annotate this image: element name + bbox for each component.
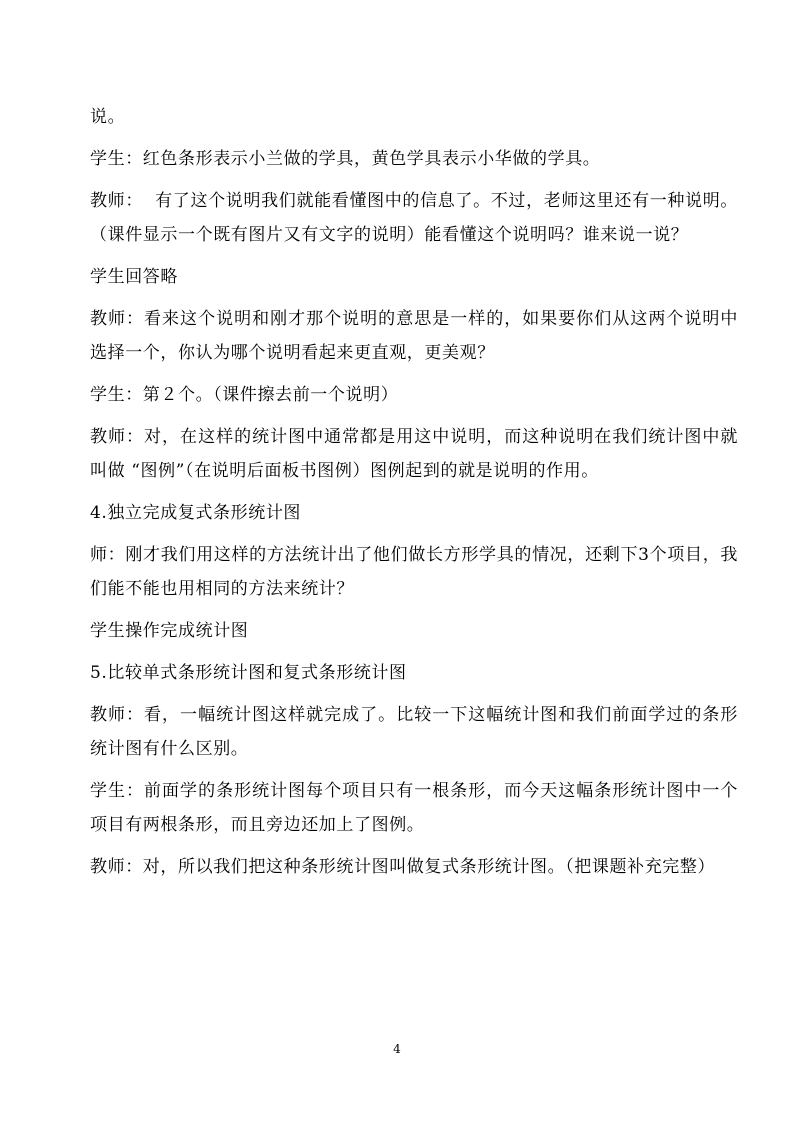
paragraph-14: 教师：对，所以我们把这种条形统计图叫做复式条形统计图。（把课题补充完整） [90, 857, 716, 877]
document-body [90, 100, 738, 884]
paragraph-12: 教师：看，一幅统计图这样就完成了。比较一下这幅统计图和我们前面学过的条形统计图有什么区别。 [90, 705, 738, 759]
paragraph-10: 学生操作完成统计图 [90, 621, 249, 641]
section-heading-5: 5.比较单式条形统计图和复式条形统计图 [90, 663, 407, 683]
paragraph-4: 学生回答略 [90, 267, 178, 287]
paragraph-5: 教师：看来这个说明和刚才那个说明的意思是一样的，如果要你们从这两个说明中选择一个，你认为哪个说明看起来更直观，更美观？ [90, 309, 738, 363]
paragraph-7: 教师：对，在这样的统计图中通常都是用这中说明，而这种说明在我们统计图中就叫做 “图例”（在说明后面板书图例）图例起到的就是说明的作用。 [90, 427, 738, 481]
section-heading-4: 4.独立完成复式条形统计图 [90, 503, 302, 523]
paragraph-1: 说。 [90, 107, 126, 127]
paragraph-13: 学生：前面学的条形统计图每个项目只有一根条形，而今天这幅条形统计图中一个项目有两根条形，而且旁边还加上了图例。 [90, 781, 738, 835]
paragraph-2: 学生：红色条形表示小兰做的学具，黄色学具表示小华做的学具。 [90, 149, 601, 169]
paragraph-3: 教师： 有了这个说明我们就能看懂图中的信息了。不过，老师这里还有一种说明。（课件显示一个既有图片又有文字的说明）能看懂这个说明吗？谁来说一说？ [90, 191, 738, 245]
page-number: 4 [393, 1042, 401, 1056]
paragraph-9: 师：刚才我们用这样的方法统计出了他们做长方形学具的情况，还剩下3个项目，我们能不能也用相同的方法来统计？ [90, 545, 738, 599]
paragraph-6: 学生：第２个。（课件擦去前一个说明） [90, 385, 399, 405]
